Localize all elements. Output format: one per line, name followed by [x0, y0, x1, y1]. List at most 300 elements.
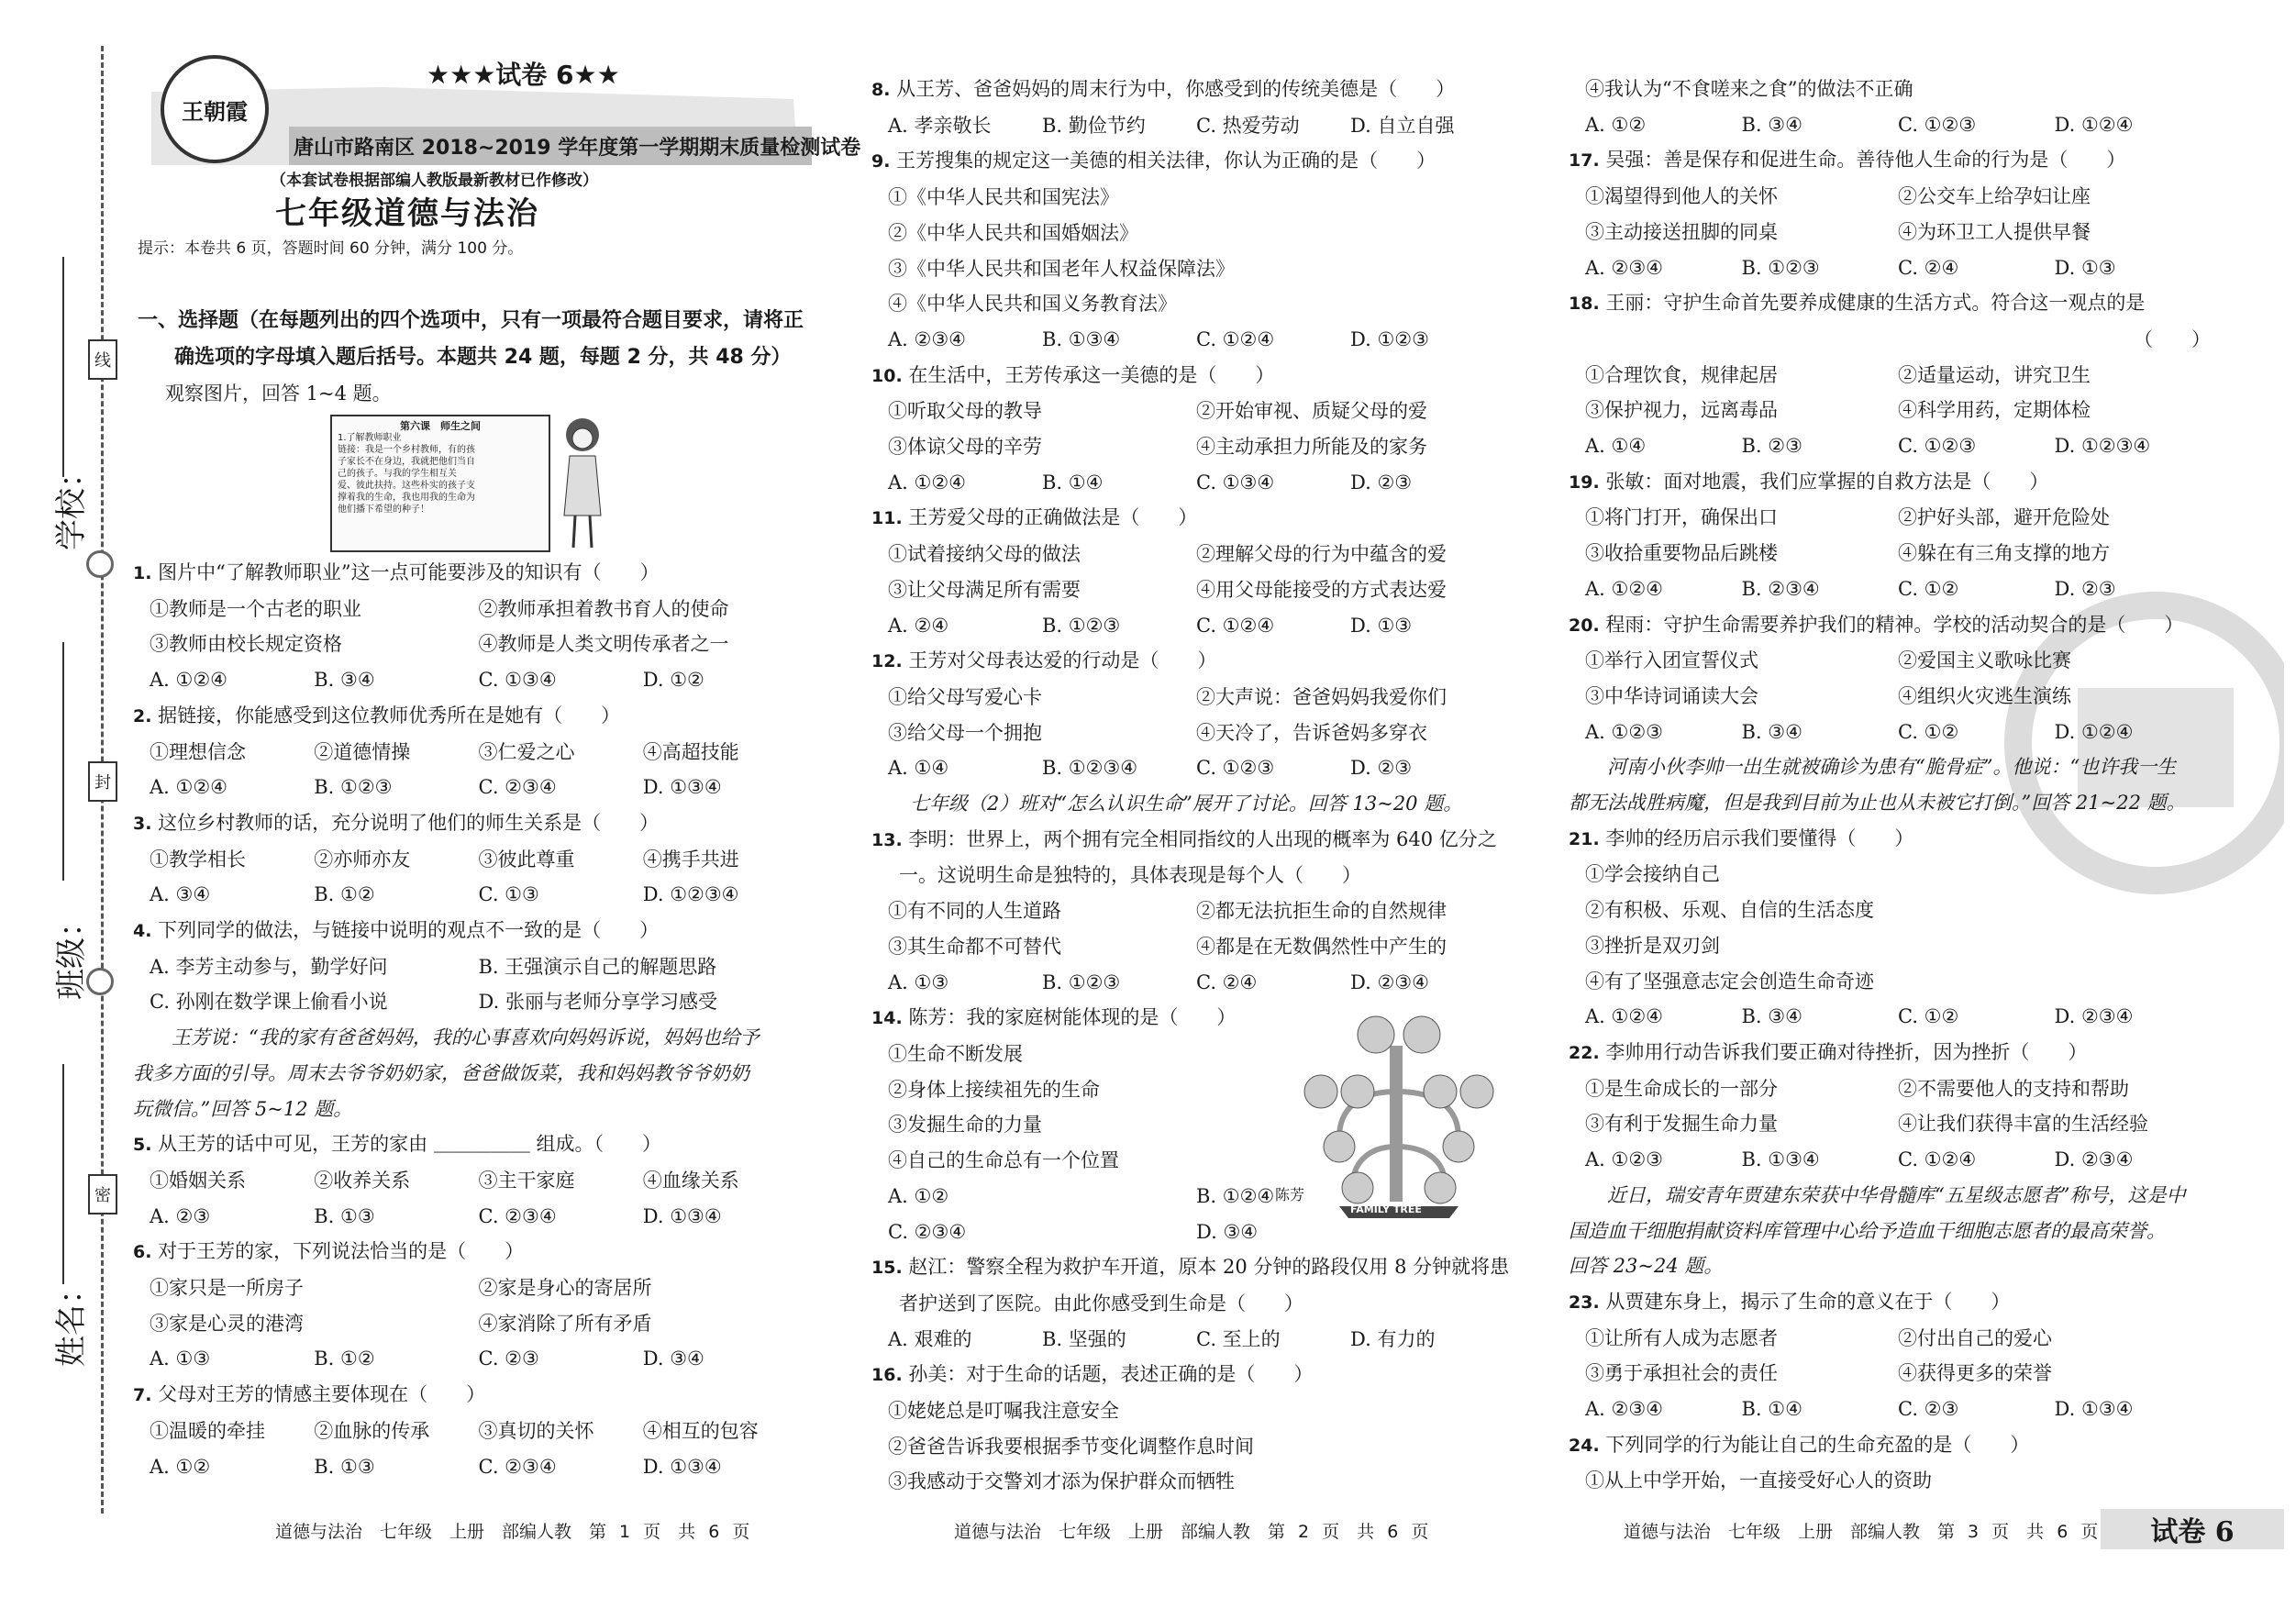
family-tree-name: 陈芳: [1275, 1186, 1305, 1203]
question-stem: [1569, 607, 2211, 644]
answer-option[interactable]: C. ①③④: [1196, 471, 1275, 494]
question-number: 8.: [871, 80, 891, 100]
answer-option[interactable]: ②付出自己的爱心: [1898, 1326, 2052, 1349]
option-row: [1569, 1321, 2211, 1357]
question-stem: [871, 500, 1504, 537]
statement-option: ④有了坚强意志定会创造生命奇迹: [1585, 970, 1874, 993]
question-number: 9.: [871, 151, 891, 172]
answer-option[interactable]: ③保护视力，远离毒品: [1585, 399, 1778, 422]
page-footer-2: 道德与法治 七年级 上册 部编人教 第 2 页 共 6 页: [954, 1522, 1429, 1542]
answer-option[interactable]: ④高超技能: [642, 740, 739, 763]
option-row: [1569, 179, 2211, 215]
answer-option[interactable]: B. ①②: [314, 1347, 375, 1370]
answer-option[interactable]: ②道德情操: [314, 740, 411, 763]
option-row: [871, 715, 1504, 751]
page-1-column: [133, 0, 807, 1597]
option-row: [1569, 215, 2211, 250]
answer-option[interactable]: C. ②③: [478, 1347, 539, 1370]
answer-option[interactable]: A. ①②: [1585, 113, 1647, 136]
answer-option[interactable]: ③主干家庭: [478, 1169, 575, 1192]
answer-option[interactable]: D. ②③: [1350, 471, 1413, 494]
answer-option[interactable]: ④让我们获得丰富的生活经验: [1898, 1113, 2148, 1136]
question-text: 对于王芳的家，下列说法恰当的是（ ）: [158, 1240, 525, 1263]
answer-option[interactable]: ①教师是一个古老的职业: [150, 597, 361, 620]
question-stem: [133, 1234, 807, 1270]
answer-option[interactable]: B. ①②③④: [1042, 757, 1138, 780]
option-row: [871, 537, 1504, 572]
answer-option[interactable]: B. ①②③: [314, 776, 393, 799]
question-number: 17.: [1569, 150, 1600, 172]
answer-option[interactable]: A. ①②: [150, 1455, 211, 1478]
question-stem: [1569, 142, 2211, 179]
answer-option[interactable]: A. ①③: [888, 970, 949, 993]
answer-option[interactable]: B. ①②③: [1042, 970, 1121, 993]
answer-option[interactable]: B. ③④: [1741, 113, 1802, 136]
question-text: 李明：世界上，两个拥有完全相同指纹的人出现的概率为 640 亿分之: [908, 827, 1497, 850]
question-stem: [871, 1286, 1504, 1322]
statement-option: ③我感动于交警刘才添为保护群众而牺牲: [888, 1470, 1235, 1493]
answer-option[interactable]: B. ②③: [1741, 435, 1802, 458]
option-row: [871, 465, 1504, 501]
answer-option[interactable]: A. 李芳主动参与，勤学好问: [150, 955, 388, 978]
answer-option[interactable]: ①给父母写爱心卡: [888, 685, 1042, 708]
answer-option[interactable]: B. 坚强的: [1042, 1327, 1126, 1350]
answer-option[interactable]: D. ①③④: [642, 1204, 722, 1227]
option-row: [1569, 500, 2211, 536]
option-row: [1569, 679, 2211, 715]
answer-option[interactable]: D. ①③: [1350, 614, 1413, 637]
answer-option[interactable]: B. ①③: [314, 1204, 375, 1227]
school-blank-line[interactable]: [62, 257, 64, 477]
question-text: 从王芳的话中可见，王芳的家由 ＿＿＿＿＿ 组成。（ ）: [158, 1133, 661, 1156]
section-heading: 一、选择题（在每题列出的四个选项中，只有一项最符合题目要求，请将正: [138, 309, 804, 332]
answer-option[interactable]: ③给父母一个拥抱: [888, 721, 1042, 744]
answer-option[interactable]: A. ①③: [150, 1347, 211, 1370]
answer-option[interactable]: ④为环卫工人提供早餐: [1898, 220, 2091, 243]
answer-option[interactable]: ①合理饮食，规律起居: [1585, 363, 1778, 386]
answer-option[interactable]: B. 勤俭节约: [1042, 114, 1146, 137]
answer-option[interactable]: D. ②③④: [1350, 970, 1429, 993]
option-row: [1569, 1392, 2211, 1427]
answer-option[interactable]: ③仁爱之心: [478, 740, 575, 763]
answer-option[interactable]: D. ②③: [2054, 577, 2116, 600]
question-text: 父母对王芳的情感主要体现在（ ）: [158, 1383, 486, 1406]
question-text: 下列同学的行为能让自己的生命充盈的是（ ）: [1605, 1433, 2030, 1456]
seal-char-line: 线: [88, 339, 117, 380]
answer-option[interactable]: D. 自立自强: [1350, 114, 1455, 137]
card-title: 第六课 师生之间: [400, 420, 481, 432]
corner-tag: [2101, 1509, 2284, 1549]
question-text: 在生活中，王芳传承这一美德的是（ ）: [908, 363, 1275, 386]
answer-option[interactable]: ④躲在有三角支撑的地方: [1898, 542, 2110, 565]
statement-option: ④我认为“不食嗟来之食”的做法不正确: [1585, 78, 1913, 100]
answer-option[interactable]: C. ②③④: [478, 776, 557, 799]
question-stem: [1569, 1035, 2211, 1071]
option-row: [133, 592, 807, 627]
answer-option[interactable]: ①让所有人成为志愿者: [1585, 1326, 1778, 1349]
exam-hint: 提示：本卷共 6 页，答题时间 60 分钟，满分 100 分。: [138, 239, 524, 258]
material-paragraph: 回答 23~24 题。: [1569, 1255, 1724, 1278]
answer-option[interactable]: ②开始审视、质疑父母的爱: [1196, 400, 1427, 423]
answer-option[interactable]: ③彼此尊重: [478, 848, 575, 871]
answer-option[interactable]: D. ③④: [1196, 1220, 1259, 1243]
answer-option[interactable]: C. ②③: [1898, 1398, 1959, 1421]
question-text: 一。这说明生命是独特的，具体表现是每个人（ ）: [899, 864, 1361, 887]
card-line: 他们播下希望的种子！: [338, 505, 429, 515]
answer-option[interactable]: ①温暖的牵挂: [150, 1419, 265, 1442]
question-number: 19.: [1569, 471, 1600, 493]
question-text: 陈芳：我的家庭树能体现的是（ ）: [908, 1006, 1237, 1029]
option-row: [871, 750, 1504, 786]
answer-option[interactable]: D. ①②④: [2054, 113, 2134, 136]
answer-option[interactable]: D. 张丽与老师分享学习感受: [478, 991, 717, 1014]
option-row: [133, 627, 807, 662]
name-label: 姓名：: [53, 1273, 90, 1367]
answer-option[interactable]: ④家消除了所有矛盾: [478, 1312, 652, 1335]
option-row: [133, 877, 807, 913]
question-stem: [871, 858, 1504, 893]
answer-option[interactable]: ①有不同的人生道路: [888, 900, 1061, 923]
answer-option[interactable]: B. ③④: [1741, 720, 1802, 743]
answer-option[interactable]: ①教学相长: [150, 848, 246, 871]
answer-option[interactable]: ③家是心灵的港湾: [150, 1312, 304, 1335]
answer-option[interactable]: C. ②③④: [888, 1220, 967, 1243]
name-blank-line[interactable]: [62, 1064, 64, 1284]
answer-option[interactable]: C. ①③④: [478, 669, 557, 692]
answer-option[interactable]: ③中华诗词诵读大会: [1585, 684, 1758, 707]
question-text: 下列同学的做法，与链接中说明的观点不一致的是（ ）: [158, 919, 660, 942]
answer-option[interactable]: ③让父母满足所有需要: [888, 578, 1081, 601]
answer-option[interactable]: C. ①②: [1898, 577, 1959, 600]
question-number: 20.: [1569, 615, 1600, 636]
answer-option[interactable]: ③收拾重要物品后跳楼: [1585, 542, 1778, 565]
material-paragraph: 近日，瑞安青年贾建东荣获中华骨髓库“五星级志愿者”称号，这是中: [1607, 1183, 2186, 1206]
class-blank-line[interactable]: [62, 642, 64, 881]
answer-option[interactable]: A. 孝亲敬长: [888, 114, 992, 137]
answer-option[interactable]: A. ①②③: [1585, 1148, 1663, 1171]
option-row: [1569, 999, 2211, 1035]
question-number: 15.: [871, 1258, 903, 1279]
answer-option[interactable]: ②血脉的传承: [314, 1419, 430, 1442]
answer-option[interactable]: D. ①②③④: [642, 883, 739, 906]
questions-16-24: [1569, 72, 2211, 1499]
question-stem: [1569, 1427, 2211, 1464]
question-text: 李帅用行动告诉我们要正确对待挫折，因为挫折（ ）: [1605, 1040, 2088, 1063]
answer-option[interactable]: ③主动接送扭脚的同桌: [1585, 220, 1778, 243]
answer-option[interactable]: A. ①②④: [1585, 1005, 1663, 1028]
statement-option: ①从上中学开始，一直接受好心人的资助: [1585, 1469, 1932, 1492]
answer-option[interactable]: C. ①②④: [1196, 327, 1275, 350]
answer-option[interactable]: ③勇于承担社会的责任: [1585, 1362, 1778, 1385]
question-stem: [1569, 464, 2211, 501]
answer-option[interactable]: D. ①③④: [2054, 1398, 2134, 1421]
question-number: 22.: [1569, 1042, 1600, 1063]
statement-option: ①学会接纳自己: [1585, 863, 1720, 886]
option-row: [133, 1449, 807, 1485]
material-paragraph: 七年级（2）班对“怎么认识生命”展开了讨论。回答 13~20 题。: [910, 793, 1463, 815]
answer-option[interactable]: A. ①②: [888, 1184, 949, 1207]
answer-option[interactable]: C. ①③: [478, 883, 539, 906]
answer-option[interactable]: A. 艰难的: [888, 1327, 972, 1350]
subject-title: 七年级道德与法治: [275, 195, 539, 232]
answer-option[interactable]: D. ③④: [642, 1347, 704, 1370]
option-row: [133, 1199, 807, 1235]
question-number: 11.: [871, 508, 903, 529]
question-stem: [133, 698, 807, 735]
answer-option[interactable]: ①将门打开，确保出口: [1585, 506, 1778, 529]
answer-option[interactable]: ②爱国主义歌咏比赛: [1898, 649, 2071, 672]
answer-option[interactable]: B. ①②③: [1042, 614, 1121, 637]
question-number: 18.: [1569, 294, 1600, 315]
school-label: 学校：: [53, 457, 90, 550]
answer-option[interactable]: B. ①④: [1741, 1398, 1802, 1421]
answer-option[interactable]: ④血缘关系: [642, 1169, 739, 1192]
option-row: [1569, 1356, 2211, 1392]
statement-option: ②《中华人民共和国婚姻法》: [888, 221, 1138, 244]
answer-option[interactable]: C. ②④: [1196, 970, 1258, 993]
answer-option[interactable]: ②都无法抗拒生命的自然规律: [1196, 900, 1447, 923]
answer-option[interactable]: C. ②④: [1898, 256, 1959, 279]
answer-option[interactable]: ④相互的包容: [642, 1419, 759, 1442]
answer-option[interactable]: ③其生命都不可替代: [888, 935, 1061, 958]
answer-option[interactable]: B. ③④: [1741, 1005, 1802, 1028]
answer-option[interactable]: D. ②③④: [2054, 1005, 2134, 1028]
question-stem: [871, 643, 1504, 680]
paper-number: ★★★试卷 6★★: [427, 60, 620, 90]
answer-option[interactable]: C. ①②: [1898, 1005, 1959, 1028]
answer-option[interactable]: A. ②③④: [1585, 1398, 1663, 1421]
question-text: 这位乡村教师的话，充分说明了他们的师生关系是（ ）: [158, 811, 660, 834]
seal-char-secret: 密: [88, 1174, 117, 1214]
answer-option[interactable]: A. ①④: [888, 757, 949, 780]
answer-option[interactable]: A. ②④: [888, 614, 949, 637]
answer-option[interactable]: ①试着接纳父母的做法: [888, 543, 1081, 566]
card-line: 链接：我是一个乡村教师，有的孩: [338, 445, 475, 455]
answer-option[interactable]: ②护好头部，避开危险处: [1898, 506, 2110, 529]
option-row: [871, 608, 1504, 644]
answer-option[interactable]: A. ①②③: [1585, 720, 1663, 743]
question-number: 6.: [133, 1242, 152, 1263]
answer-option[interactable]: ③体谅父母的辛劳: [888, 436, 1042, 459]
question-text: 王丽：守护生命首先要养成健康的生活方式。符合这一观点的是: [1605, 292, 2146, 315]
answer-option[interactable]: C. 热爱劳动: [1196, 114, 1300, 137]
answer-option[interactable]: A. ①②④: [1585, 577, 1663, 600]
answer-option[interactable]: ②亦师亦友: [314, 848, 411, 871]
material-paragraph: 王芳说：“我的家有爸爸妈妈，我的心事喜欢向妈妈诉说，妈妈也给予: [172, 1026, 760, 1049]
card-sub: 1.了解教师职业: [338, 433, 402, 443]
answer-option[interactable]: B. ①③④: [1042, 327, 1121, 350]
answer-option[interactable]: ④科学用药，定期体检: [1898, 399, 2091, 422]
question-stem: [133, 913, 807, 949]
question-stem: [133, 805, 807, 842]
question-number: 10.: [871, 365, 903, 386]
answer-option[interactable]: A. ②③④: [1585, 256, 1663, 279]
question-number: 5.: [133, 1135, 152, 1156]
answer-option[interactable]: B. ③④: [314, 669, 375, 692]
answer-option[interactable]: C. ①②③: [1898, 113, 1977, 136]
question-stem: [1569, 322, 2211, 358]
questions-1-7: [133, 555, 807, 1484]
question-stem: [133, 1377, 807, 1414]
answer-option[interactable]: C. ①②③: [1898, 435, 1977, 458]
option-row: [133, 1414, 807, 1449]
brand-logo-text: 王朝霞: [182, 97, 248, 125]
material-paragraph: 都无法战胜病魔，但是我到目前为止也从未被它打倒。”回答 21~22 题。: [1569, 792, 2186, 815]
statement-option: ①生命不断发展: [888, 1042, 1023, 1065]
answer-option[interactable]: C. ②③④: [478, 1204, 557, 1227]
question-stem: [133, 1126, 807, 1163]
answer-option[interactable]: ④携手共进: [642, 848, 739, 871]
page-3-column: [1569, 0, 2211, 1597]
answer-option[interactable]: D. 有力的: [1350, 1327, 1436, 1350]
section-heading-cont: 确选项的字母填入题后括号。本题共 24 题，每题 2 分，共 48 分）: [174, 346, 792, 369]
question-number: 2.: [133, 705, 152, 726]
answer-option[interactable]: B. ①②③: [1741, 256, 1820, 279]
answer-option[interactable]: ①理想信念: [150, 740, 246, 763]
answer-option[interactable]: D. ①②③: [1350, 327, 1429, 350]
answer-option[interactable]: C. 孙刚在数学课上偷看小说: [150, 991, 388, 1014]
statement-option: ④《中华人民共和国义务教育法》: [888, 293, 1177, 316]
answer-option[interactable]: ①举行入团宣誓仪式: [1585, 649, 1758, 672]
class-label: 班级：: [53, 906, 90, 1000]
answer-option[interactable]: ②公交车上给孕妇让座: [1898, 185, 2091, 208]
answer-option[interactable]: C. 至上的: [1196, 1327, 1281, 1350]
questions-8-16: [871, 72, 1510, 1500]
statement-option: ①《中华人民共和国宪法》: [888, 186, 1119, 209]
option-row: [871, 572, 1504, 608]
answer-option[interactable]: ①家只是一所房子: [150, 1277, 304, 1300]
answer-option[interactable]: A. ①④: [1585, 435, 1647, 458]
option-row: [133, 770, 807, 805]
answer-option[interactable]: B. ①④: [1042, 471, 1104, 494]
question-text: 张敏：面对地震，我们应掌握的自救方法是（ ）: [1605, 470, 2049, 493]
answer-option[interactable]: ①听取父母的教导: [888, 400, 1042, 423]
question-number: 14.: [871, 1008, 903, 1029]
option-row: [1569, 643, 2211, 679]
answer-option[interactable]: B. ①②: [314, 883, 375, 906]
answer-option[interactable]: ④教师是人类文明传承者之一: [478, 633, 729, 656]
question-number: 4.: [133, 921, 152, 942]
answer-option[interactable]: ②家是身心的寄居所: [478, 1277, 652, 1300]
answer-option[interactable]: B. ①③: [314, 1455, 375, 1478]
card-line: 撑着我的生命，我也用我的生命为: [338, 493, 475, 503]
answer-option[interactable]: ③教师由校长规定资格: [150, 633, 342, 656]
option-row: [871, 394, 1504, 429]
question-text: 李帅的经历启示我们要懂得（ ）: [1605, 826, 1914, 849]
statement-option: ③发掘生命的力量: [888, 1114, 1042, 1137]
answer-option[interactable]: C. ①②④: [1196, 614, 1275, 637]
question-text: 图片中“了解教师职业”这一点可能要涉及的知识有（ ）: [158, 561, 660, 583]
question-text: （ ）: [2134, 327, 2211, 350]
answer-option[interactable]: ④组织火灾逃生演练: [1898, 684, 2071, 707]
option-row: [1569, 571, 2211, 607]
question-number: 1.: [133, 563, 152, 583]
answer-option[interactable]: ④获得更多的荣誉: [1898, 1362, 2052, 1385]
answer-option[interactable]: ②收养关系: [314, 1169, 411, 1192]
option-row: [871, 322, 1504, 358]
answer-option[interactable]: B. 王强演示自己的解题思路: [478, 955, 717, 978]
question-text: 赵江：警察全程为救护车开道，原本 20 分钟的路段仅用 8 分钟就将患: [908, 1256, 1510, 1279]
question-number: 12.: [871, 651, 903, 672]
answer-option[interactable]: D. ①③④: [642, 1455, 722, 1478]
answer-option[interactable]: C. ①②④: [1898, 1148, 1977, 1171]
page-footer-1: 道德与法治 七年级 上册 部编人教 第 1 页 共 6 页: [275, 1522, 750, 1542]
card-line: 子家长不在身边，我就把他们当自: [338, 457, 475, 467]
answer-option[interactable]: ④都是在无数偶然性中产生的: [1196, 935, 1447, 958]
answer-option[interactable]: D. ①②: [642, 669, 704, 692]
answer-option[interactable]: ①婚姻关系: [150, 1169, 246, 1192]
answer-option[interactable]: A. ②③④: [888, 327, 966, 350]
option-row: [1569, 536, 2211, 571]
answer-option[interactable]: ②不需要他人的支持和帮助: [1898, 1077, 2129, 1100]
option-row: [1569, 1106, 2211, 1142]
answer-option[interactable]: A. ①②④: [150, 669, 227, 692]
answer-option[interactable]: D. ①②③④: [2054, 435, 2151, 458]
answer-option[interactable]: D. ①③: [2054, 256, 2116, 279]
seal-char-seal: 封: [88, 761, 117, 802]
question-text: 程雨：守护生命需要养护我们的精神。学校的活动契合的是（ ）: [1605, 613, 2184, 636]
question-stem: [1569, 1284, 2211, 1321]
family-tree-caption: FAMILY TREE: [1350, 1203, 1422, 1215]
statement-option: ③《中华人民共和国老年人权益保障法》: [888, 257, 1235, 280]
answer-option[interactable]: B. ①③④: [1741, 1148, 1820, 1171]
question-number: 3.: [133, 813, 152, 834]
answer-option[interactable]: ②适量运动，讲究卫生: [1898, 363, 2091, 386]
answer-option[interactable]: A. ①②④: [888, 471, 966, 494]
answer-option[interactable]: ②教师承担着教书育人的使命: [478, 597, 729, 620]
option-row: [1569, 715, 2211, 750]
answer-option[interactable]: C. ①②: [1898, 720, 1959, 743]
option-row: [133, 1341, 807, 1377]
answer-option[interactable]: D. ②③④: [2054, 1148, 2134, 1171]
option-row: [1569, 358, 2211, 394]
option-row: [1569, 1142, 2211, 1178]
answer-option[interactable]: B. ①②④: [1196, 1184, 1275, 1207]
option-row: [133, 1270, 807, 1306]
teacher-illustration: [555, 415, 610, 552]
option-row: [133, 949, 807, 985]
question-stem: [871, 1249, 1510, 1286]
answer-option[interactable]: ③有利于发掘生命力量: [1585, 1113, 1778, 1136]
answer-option[interactable]: ④主动承担力所能及的家务: [1196, 436, 1427, 459]
answer-option[interactable]: B. ②③④: [1741, 577, 1820, 600]
option-row: [133, 1306, 807, 1342]
answer-option[interactable]: ①渴望得到他人的关怀: [1585, 185, 1778, 208]
question-stem: [871, 143, 1504, 180]
answer-option[interactable]: ②大声说：爸爸妈妈我爱你们: [1196, 685, 1447, 708]
answer-option[interactable]: A. ①②④: [150, 776, 227, 799]
card-line: 爱、彼此扶持。这些朴实的孩子支: [338, 481, 475, 491]
answer-option[interactable]: D. ①②④: [2054, 720, 2134, 743]
answer-option[interactable]: C. ①②③: [1196, 757, 1275, 780]
option-row: [133, 662, 807, 698]
answer-option[interactable]: ②理解父母的行为中蕴含的爱: [1196, 543, 1447, 566]
statement-option: ②有积极、乐观、自信的生活态度: [1585, 899, 1874, 922]
answer-option[interactable]: D. ①③④: [642, 776, 722, 799]
answer-option[interactable]: ④用父母能接受的方式表达爱: [1196, 578, 1447, 601]
question-number: 16.: [871, 1365, 903, 1386]
answer-option[interactable]: A. ②③: [150, 1204, 211, 1227]
answer-option[interactable]: ④天冷了，告诉爸妈多穿衣: [1196, 721, 1427, 744]
option-row: [1569, 1071, 2211, 1107]
answer-option[interactable]: D. ②③: [1350, 757, 1413, 780]
answer-option[interactable]: A. ③④: [150, 883, 211, 906]
question-text: 王芳对父母表达爱的行动是（ ）: [908, 649, 1217, 672]
option-row: [871, 108, 1504, 144]
answer-option[interactable]: ①是生命成长的一部分: [1585, 1077, 1778, 1100]
answer-option[interactable]: C. ②③④: [478, 1455, 557, 1478]
answer-option[interactable]: ③真切的关怀: [478, 1419, 594, 1442]
